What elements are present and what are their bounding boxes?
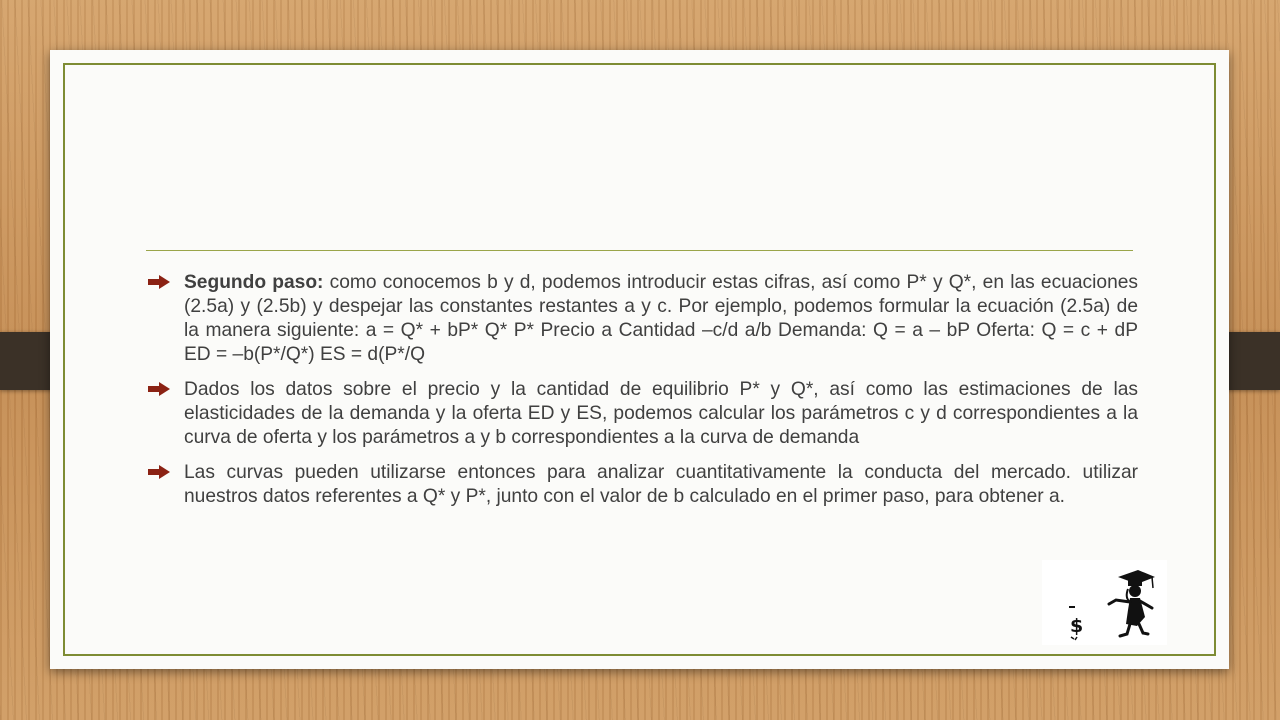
clipart-dollar-text: $ <box>1070 615 1084 637</box>
bullet-item-1 <box>148 271 1138 367</box>
right-arrow-bullet-icon <box>148 465 172 479</box>
right-arrow-bullet-icon <box>148 382 172 396</box>
bullet-body-text: Dados los datos sobre el precio y la cantidad de equilibrio P* y Q*, así como las estimaciones de las elasticidades de la demanda y la oferta ED y ES, podemos calcular los parámetros c y d correspondientes a la curva de oferta y los parámetros a y b correspondientes a la curva de demanda <box>184 379 1138 448</box>
bullet-list <box>148 271 1138 520</box>
graduate-dollar-clipart-icon <box>1042 560 1167 645</box>
bullet-body-text: Las curvas pueden utilizarse entonces para analizar cuantitativamente la conducta del mercado. utilizar nuestros datos referentes a Q* y P*, junto con el valor de b calculado en el primer paso, para obtener a. <box>184 462 1138 507</box>
bullet-body-text: como conocemos b y d, podemos introducir estas cifras, así como P* y Q*, en las ecuaciones (2.5a) y (2.5b) y despejar las constantes restantes a y c. Por ejemplo, podemos formular la ecuación (2.5a) de la manera siguiente: a = Q* + bP* Q* P* Precio a Cantidad –c/d a/b Demanda: Q = a – bP Oferta: Q = c + dP ED = –b(P*/Q*) ES = d(P*/Q <box>184 272 1139 365</box>
title-divider-line <box>146 250 1133 251</box>
right-arrow-bullet-icon <box>148 275 172 289</box>
bullet-item-3 <box>148 461 1138 509</box>
bullet-item-2 <box>148 378 1138 450</box>
bullet-lead-text: Segundo paso: <box>184 272 324 293</box>
